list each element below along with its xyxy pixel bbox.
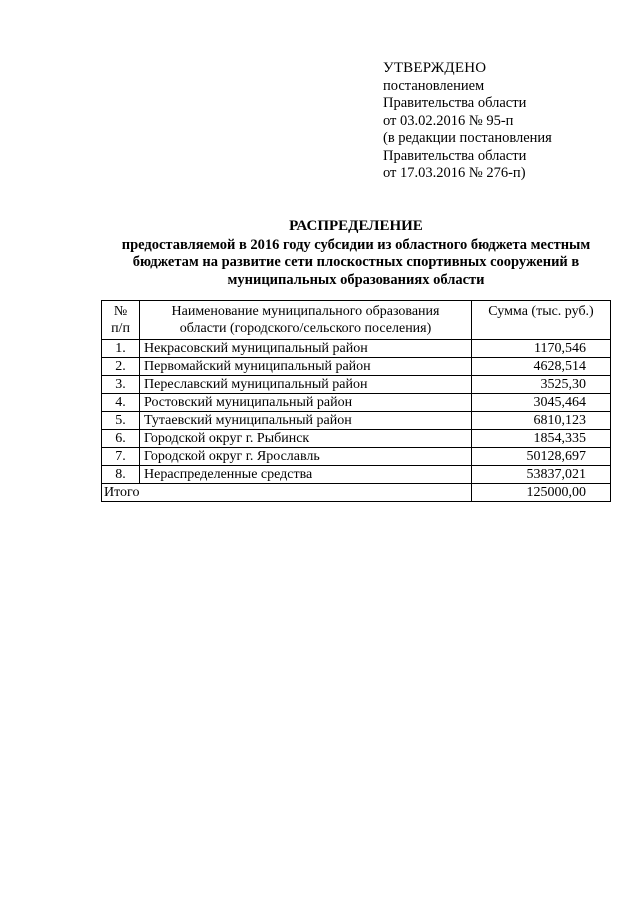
row-sum: 3525,30 [472,376,611,394]
row-name: Городской округ г. Рыбинск [140,430,472,448]
header-num-line: п/п [111,321,130,336]
approval-line: Правительства области [383,147,527,164]
header-name-line: области (городского/сельского поселения) [179,321,432,336]
row-name: Тутаевский муниципальный район [140,412,472,430]
distribution-table [101,300,611,502]
approval-block [383,60,552,183]
table-row [102,412,611,430]
row-num: 3. [102,376,140,394]
table-row [102,376,611,394]
approval-line: от 03.02.2016 № 95-п [383,112,514,129]
row-num: 5. [102,412,140,430]
table-row [102,466,611,484]
row-name: Городской округ г. Ярославль [140,448,472,466]
row-sum: 4628,514 [472,358,611,376]
approval-line: постановлением [383,77,485,94]
row-name: Некрасовский муниципальный район [140,340,472,358]
document-subtitle-line: бюджетам на развитие сети плоскостных спортивных сооружений в [132,254,580,270]
table-row [102,430,611,448]
table-total-row [102,484,611,502]
approval-title: УТВЕРЖДЕНО [383,60,487,76]
table-header-row [102,301,611,340]
row-sum: 1854,335 [472,430,611,448]
row-name: Нераспределенные средства [140,466,472,484]
document-subtitle-line: муниципальных образованиях области [227,271,485,288]
approval-line: (в редакции постановления [383,130,552,146]
row-sum: 50128,697 [472,448,611,466]
document-subtitle-line: предоставляемой в 2016 году субсидии из областного бюджета местным [121,236,591,253]
header-name [140,301,472,340]
row-num: 1. [102,340,140,358]
row-name: Переславский муниципальный район [140,376,472,394]
row-sum: 53837,021 [472,466,611,484]
table-row [102,448,611,466]
row-num: 6. [102,430,140,448]
document-heading [100,218,612,289]
table-row [102,394,611,412]
row-name: Ростовский муниципальный район [140,394,472,412]
total-label: Итого [102,484,472,502]
row-sum: 6810,123 [472,412,611,430]
document-title: РАСПРЕДЕЛЕНИЕ [289,218,423,234]
row-num: 2. [102,358,140,376]
table-row [102,358,611,376]
row-sum: 1170,546 [472,340,611,358]
approval-line: Правительства области [383,95,527,111]
header-sum: Сумма (тыс. руб.) [472,301,611,340]
row-name: Первомайский муниципальный район [140,358,472,376]
row-sum: 3045,464 [472,394,611,412]
approval-line: от 17.03.2016 № 276-п) [383,165,526,181]
table-row [102,340,611,358]
row-num: 4. [102,394,140,412]
header-num [102,301,140,340]
total-sum: 125000,00 [472,484,611,502]
header-num-line: № [113,304,128,319]
row-num: 7. [102,448,140,466]
header-name-line: Наименование муниципального образования [171,304,440,319]
row-num: 8. [102,466,140,484]
